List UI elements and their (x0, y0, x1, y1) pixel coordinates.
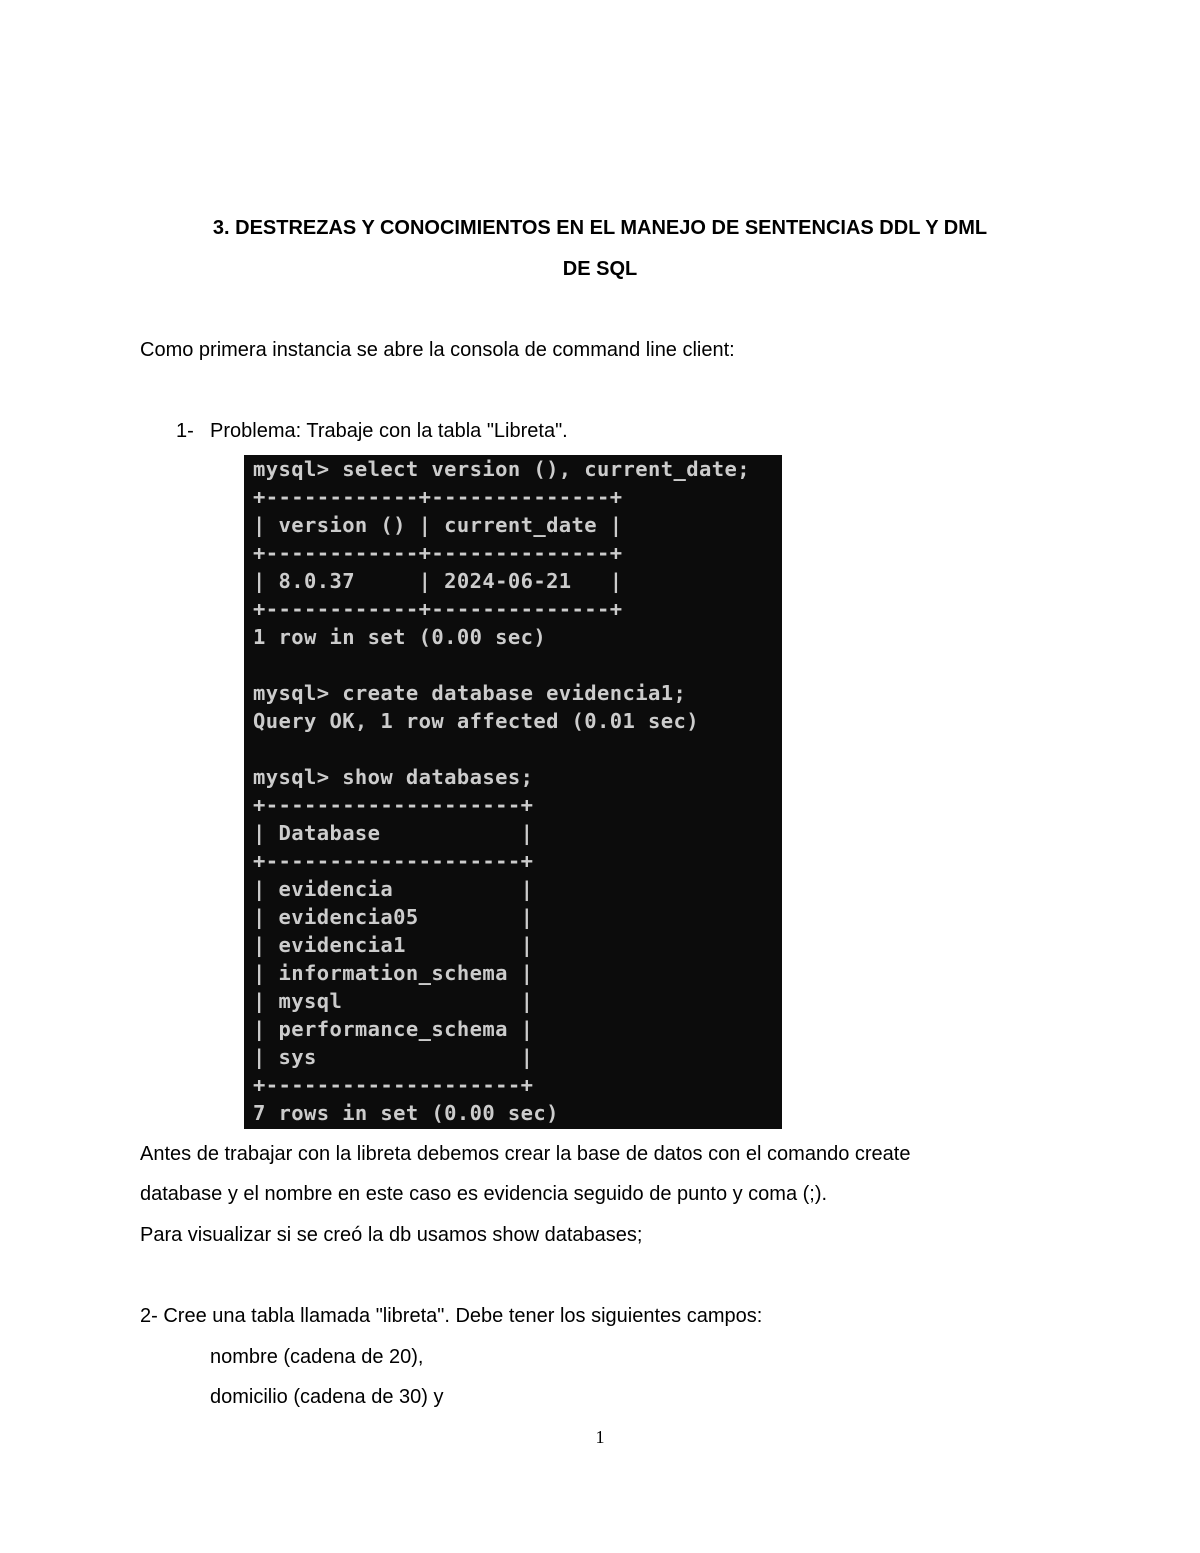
console-line: | performance_schema | (253, 1017, 534, 1041)
page-number: 1 (595, 1427, 605, 1447)
console-line: 1 row in set (0.00 sec) (253, 625, 547, 649)
console-line: +--------------------+ (253, 849, 534, 873)
mysql-console-screenshot (244, 455, 782, 1129)
console-line: mysql> select version (), current_date; (253, 457, 750, 481)
console-line: +------------+--------------+ (253, 541, 623, 565)
problem-1-number: 1- (176, 420, 194, 442)
console-line: | sys | (253, 1045, 534, 1069)
problem-1-text: Problema: Trabaje con la tabla "Libreta". (210, 420, 568, 442)
console-line: | evidencia1 | (253, 933, 534, 957)
explanation-line3: Para visualizar si se creó la db usamos show databases; (140, 1224, 643, 1246)
intro-paragraph: Como primera instancia se abre la consola de command line client: (140, 339, 735, 361)
console-line: Query OK, 1 row affected (0.01 sec) (253, 709, 699, 733)
problem-2-text: 2- Cree una tabla llamada "libreta". Debe tener los siguientes campos: (140, 1305, 763, 1327)
problem-1-item (176, 419, 568, 443)
console-line (253, 651, 782, 679)
console-line: mysql> create database evidencia1; (253, 681, 687, 705)
console-line: +--------------------+ (253, 1073, 534, 1097)
console-output (253, 455, 782, 1127)
console-line: | evidencia05 | (253, 905, 534, 929)
console-line (253, 735, 782, 763)
console-line: +--------------------+ (253, 793, 534, 817)
console-line: | 8.0.37 | 2024-06-21 | (253, 569, 623, 593)
console-line: | information_schema | (253, 961, 534, 985)
field-domicilio: domicilio (cadena de 30) y (210, 1386, 444, 1408)
console-line: 7 rows in set (0.00 sec) (253, 1101, 559, 1125)
explanation-line2: database y el nombre en este caso es evidencia seguido de punto y coma (;). (140, 1183, 828, 1205)
field-nombre: nombre (cadena de 20), (210, 1346, 424, 1368)
console-line: | evidencia | (253, 877, 534, 901)
explanation-line1: Antes de trabajar con la libreta debemos crear la base de datos con el comando create (140, 1143, 911, 1165)
section-heading-line2: DE SQL (562, 258, 638, 280)
console-line: +------------+--------------+ (253, 485, 623, 509)
console-line: | Database | (253, 821, 534, 845)
section-heading-line1: 3. DESTREZAS Y CONOCIMIENTOS EN EL MANEJO DE SENTENCIAS DDL Y DML (212, 217, 988, 239)
console-line: | mysql | (253, 989, 534, 1013)
console-line: | version () | current_date | (253, 513, 623, 537)
console-line: mysql> show databases; (253, 765, 534, 789)
console-line: +------------+--------------+ (253, 597, 623, 621)
